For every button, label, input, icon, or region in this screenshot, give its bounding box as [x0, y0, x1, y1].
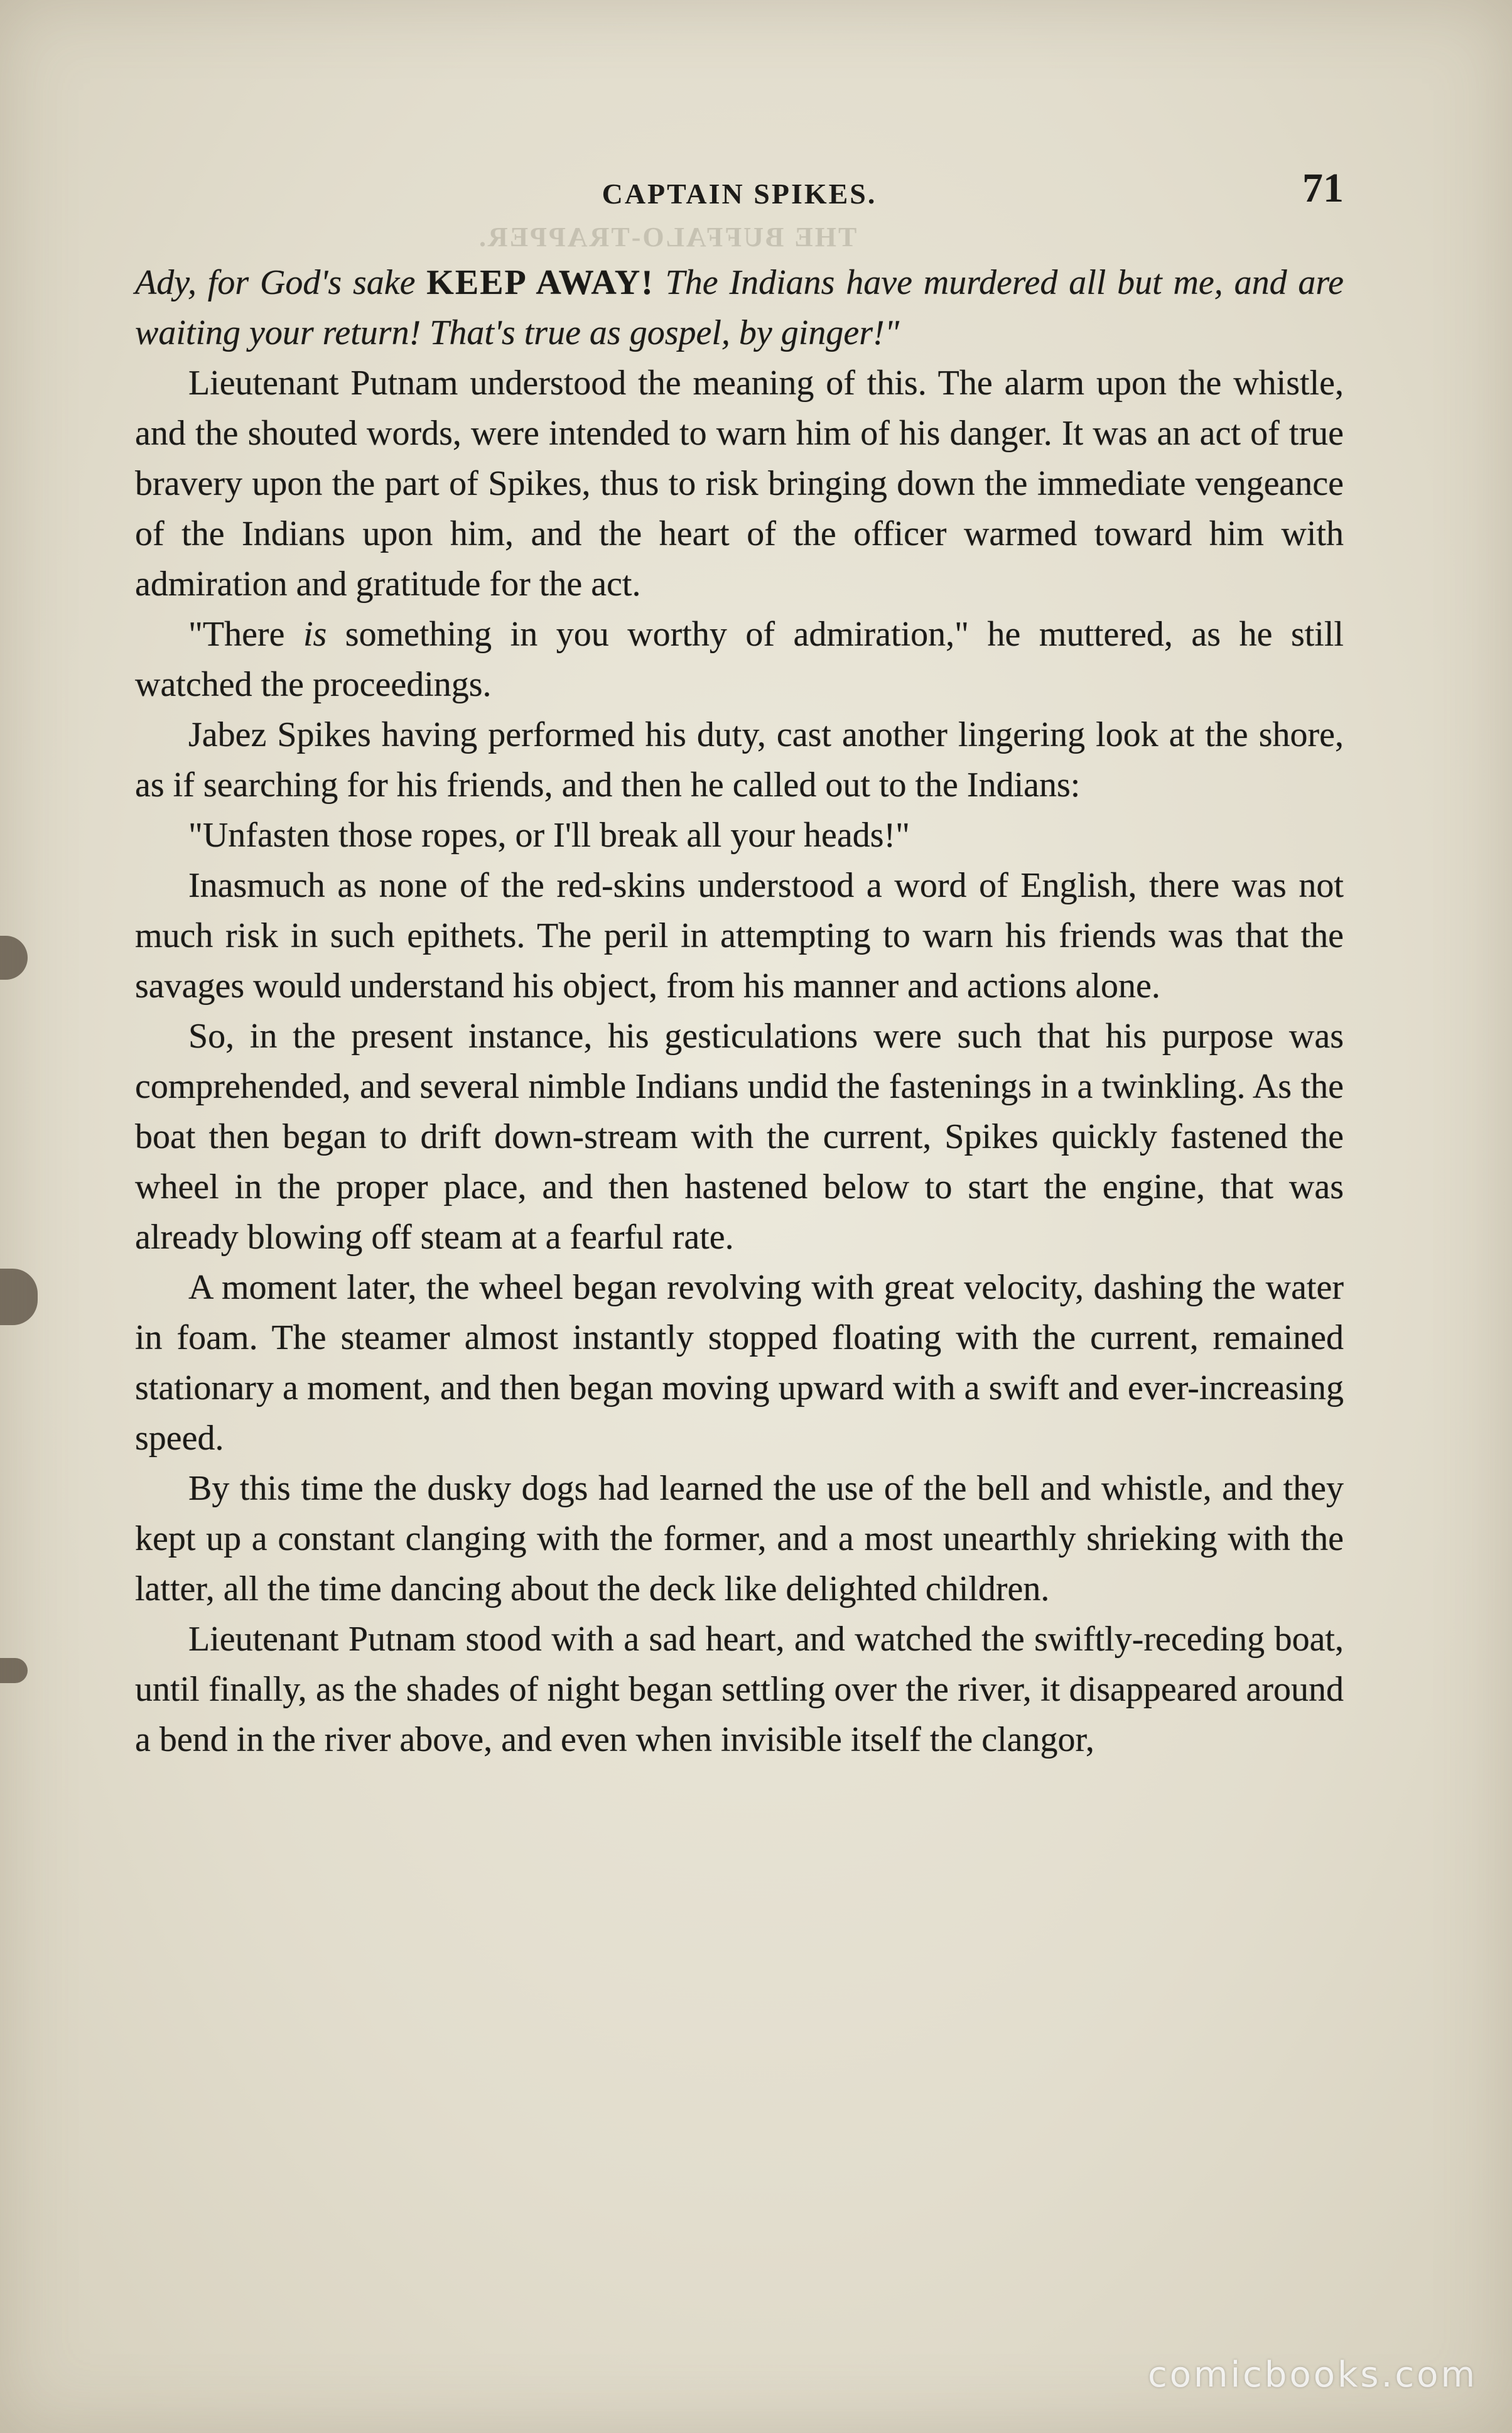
paragraph: Jabez Spikes having performed his duty, cast another lingering look at the shore, as if searching for his friends, and then he called out to the Indians: — [135, 715, 1344, 805]
page-header — [135, 165, 1344, 215]
running-head: CAPTAIN SPIKES. — [602, 178, 877, 210]
letter-text-b: The Indians have murdered all but me, and are waiting your return! That's true as gospel, by ginger!" — [135, 263, 1344, 352]
quote-text-a: "There — [188, 615, 303, 654]
paragraph-letter-end — [135, 257, 1344, 358]
page-edge-nick — [0, 1269, 38, 1325]
letter-text-a: Ady, for God's sake — [135, 263, 427, 302]
show-through-text: THE BUFFALO-TRAPPER. — [477, 222, 857, 252]
paragraph: "Unfasten those ropes, or I'll break all your heads!" — [188, 816, 910, 855]
body-text — [135, 257, 1344, 1765]
paragraph: Lieutenant Putnam understood the meaning of this. The alarm upon the whistle, and the shouted words, were intended to warn him of his danger. It was an act of true bravery upon the part of Spikes, thus to risk bringing down the immediate vengeance of the Indians upon him, and the heart of the officer warmed toward him with admiration and gratitude for the act. — [135, 364, 1344, 604]
paragraph: Inasmuch as none of the red-skins understood a word of English, there was not much risk in such epithets. The peril in attempting to warn his friends was that the savages would understand his object, from his manner and actions alone. — [135, 866, 1344, 1005]
page-edge-nick — [0, 936, 28, 980]
emphasis: is — [303, 615, 327, 654]
paragraph: So, in the present instance, his gesticulations were such that his purpose was comprehended, and several nimble Indians undid the fastenings in a twinkling. As the boat then began to drift down-stream with the current, Spikes quickly fastened the wheel in the proper place, and then hastened below to start the engine, that was already blowing off steam at a fearful rate. — [135, 1017, 1344, 1257]
paragraph: Lieutenant Putnam stood with a sad heart, and watched the swiftly-receding boat, until finally, as the shades of night began settling over the river, it disappeared around a bend in the river above, and even when invisible itself the clangor, — [135, 1620, 1344, 1759]
letter-caps: KEEP AWAY! — [426, 263, 654, 302]
watermark: comicbooks.com — [1147, 2354, 1477, 2395]
page-edge-nick — [0, 1658, 28, 1683]
paragraph: By this time the dusky dogs had learned the use of the bell and whistle, and they kept up a constant clanging with the former, and a most unearthly shrieking with the latter, all the time dancing about the deck like delighted children. — [135, 1469, 1344, 1608]
paragraph-quote — [135, 609, 1344, 710]
page-number: 71 — [1302, 165, 1344, 211]
quote-text-b: something in you worthy of admiration," he muttered, as he still watched the proceedings. — [135, 615, 1344, 704]
paragraph: A moment later, the wheel began revolving with great velocity, dashing the water in foam. The steamer almost instantly stopped floating with the current, remained stationary a moment, and then began moving upward with a swift and ever-increasing speed. — [135, 1268, 1344, 1458]
